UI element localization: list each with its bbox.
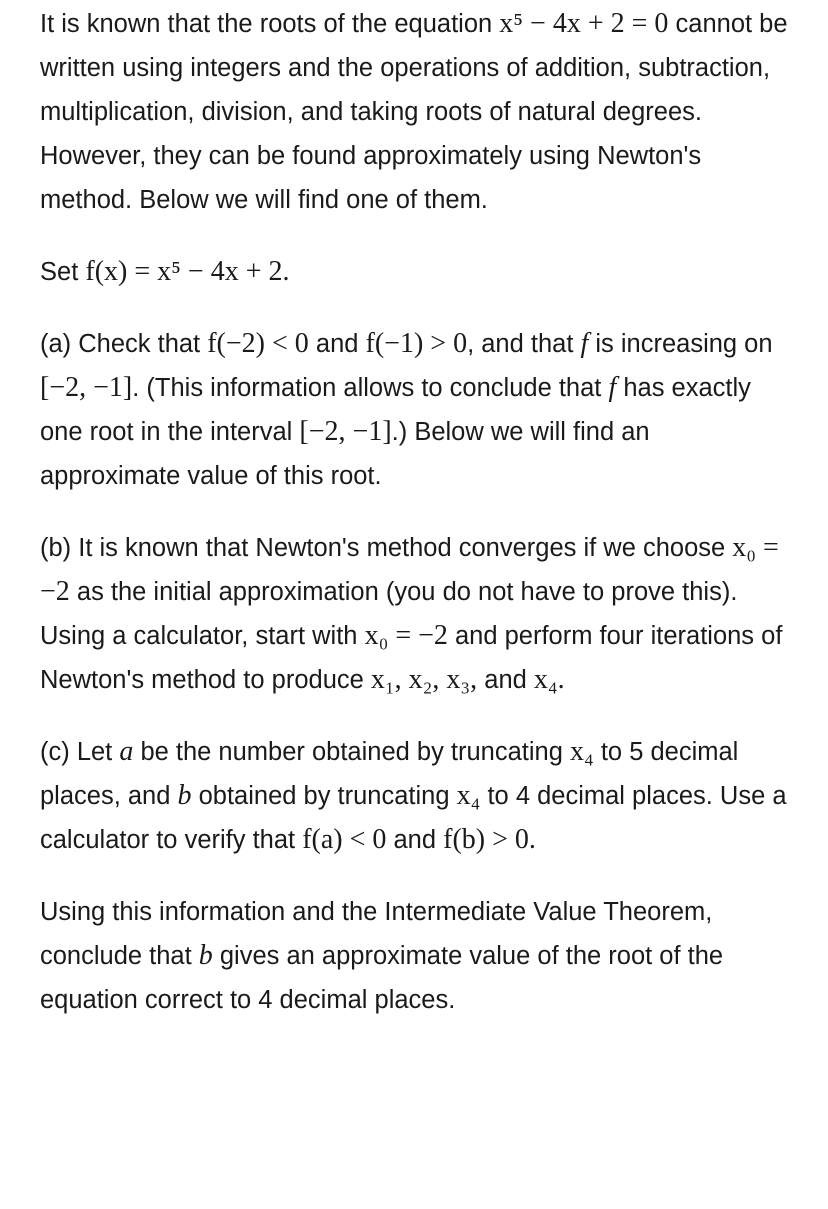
part-a-math-4: [−2, −1] bbox=[40, 372, 133, 403]
part-b-math-1: x₀ = −2 bbox=[40, 532, 779, 607]
part-a-text-2: and bbox=[308, 330, 366, 358]
part-c-text-1: (c) Let bbox=[40, 738, 120, 766]
part-c-math-1: a bbox=[119, 736, 134, 767]
part-b-text-4: and bbox=[477, 666, 534, 694]
part-b-math-4: x₄. bbox=[533, 664, 565, 695]
part-a-math-6: [−2, −1] bbox=[299, 416, 392, 447]
part-a-math-1: f(−2) < 0 bbox=[207, 328, 309, 359]
part-c-text-4: obtained by truncating bbox=[191, 782, 457, 810]
conclusion-text-1: Using this information and the Intermediate Value Theorem, conclude that bbox=[40, 898, 713, 970]
part-b-math-2: x₀ = −2 bbox=[364, 620, 448, 651]
part-b-text-2: as the initial approximation (you do not have to prove this). Using a calculator, start with bbox=[40, 578, 738, 650]
part-c-math-3: b bbox=[177, 780, 192, 811]
part-a-text-5: . (This information allows to conclude that bbox=[132, 374, 609, 402]
conclusion-paragraph bbox=[40, 890, 788, 1022]
function-definition-math: f(x) = x⁵ − 4x + 2. bbox=[85, 256, 290, 287]
part-c-text-6: and bbox=[386, 826, 444, 854]
conclusion-text-2: gives an approximate value of the root of the equation correct to 4 decimal places. bbox=[40, 942, 724, 1014]
intro-text-2: cannot be written using integers and the operations of addition, subtraction, multiplication, division, and taking roots of natural degrees. However, they can be found approximately using Newton's method. Below we will find one of them. bbox=[40, 10, 788, 214]
part-a-text-6: has exactly one root in the interval bbox=[40, 374, 751, 446]
part-c-paragraph bbox=[40, 730, 788, 862]
part-c-math-4: x₄ bbox=[456, 780, 481, 811]
part-c-text-2: be the number obtained by truncating bbox=[133, 738, 570, 766]
part-b-text-1: (b) It is known that Newton's method converges if we choose bbox=[40, 534, 733, 562]
part-a-text-1: (a) Check that bbox=[40, 330, 208, 358]
part-a-paragraph bbox=[40, 322, 788, 498]
conclusion-math-1: b bbox=[198, 940, 213, 971]
part-b-text-3: and perform four iterations of Newton's method to produce bbox=[40, 622, 783, 694]
part-c-math-2: x₄ bbox=[570, 736, 594, 767]
part-c-text-3: to 5 decimal places, and bbox=[40, 738, 739, 810]
part-c-math-5: f(a) < 0 bbox=[302, 824, 387, 855]
part-b-paragraph bbox=[40, 526, 788, 702]
set-function-paragraph bbox=[40, 250, 788, 294]
part-a-text-7: .) Below we will find an approximate value of this root. bbox=[40, 418, 650, 490]
part-c-math-6: f(b) > 0. bbox=[443, 824, 536, 855]
intro-text-1: It is known that the roots of the equation bbox=[40, 10, 500, 38]
part-a-math-5: f bbox=[608, 372, 617, 403]
equation-math: x⁵ − 4x + 2 = 0 bbox=[499, 8, 669, 39]
problem-document bbox=[40, 2, 788, 1050]
part-a-text-4: is increasing on bbox=[588, 330, 773, 358]
set-text: Set bbox=[40, 258, 86, 286]
part-a-math-3: f bbox=[580, 328, 589, 359]
part-b-math-3: x₁, x₂, x₃, bbox=[370, 664, 478, 695]
part-a-text-3: , and that bbox=[467, 330, 581, 358]
part-a-math-2: f(−1) > 0 bbox=[365, 328, 468, 359]
intro-paragraph bbox=[40, 2, 788, 222]
part-c-text-5: to 4 decimal places. Use a calculator to verify that bbox=[40, 782, 787, 854]
